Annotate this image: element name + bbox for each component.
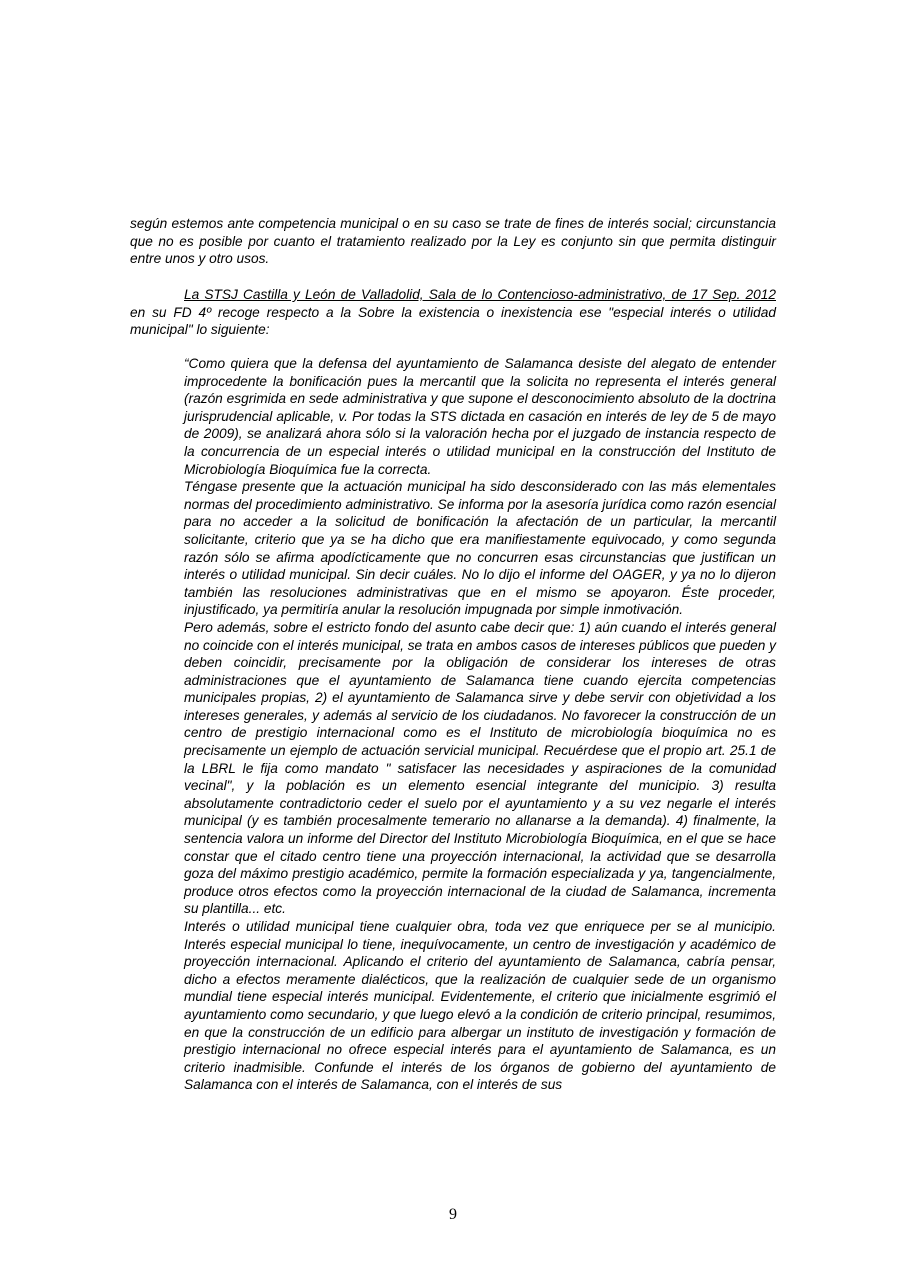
body-paragraph-2 [130, 286, 776, 339]
page-number: 9 [449, 1206, 457, 1223]
body-paragraph-1: según estemos ante competencia municipal o en su caso se trate de fines de interés social; circunstancia que no es posible por cuanto el tratamiento realizado por la Ley es conjunto sin que permita distinguir entre unos y otro usos. [130, 216, 776, 267]
quote-paragraph-3: Pero además, sobre el estricto fondo del asunto cabe decir que: 1) aún cuando el interés general no coincide con el interés municipal, se trata en ambos casos de intereses públicos que pueden y deben coincidir, precisamente por la obligación de considerar los intereses de otras administraciones que el ayuntamiento de Salamanca tiene cuando ejercita competencias municipales propias, 2) el ayuntamiento de Salamanca sirve y debe servir con objetividad a los intereses generales, y además al servicio de los ciudadanos. No favorecer la construcción de un centro de prestigio internacional como es el Instituto de microbiología bioquímica no es precisamente un ejemplo de actuación servicial municipal. Recuérdese que el propio art. 25.1 de la LBRL le fija como mandato " satisfacer las necesidades y aspiraciones de la comunidad vecinal", y la población es un elemento esencial integrante del municipio. 3) resulta absolutamente contradictorio ceder el suelo por el ayuntamiento y a su vez negarle el interés municipal (y es también procesalmente temerario no allanarse a la demanda). 4) finalmente, la sentencia valora un informe del Director del Instituto Microbiología Bioquímica, en el que se hace constar que el citado centro tiene una proyección internacional, la actividad que se desarrolla goza del máximo prestigio académico, permite la formación especializada y ya, tangencialmente, produce otros efectos como la proyección internacional de la ciudad de Salamanca, incrementa su plantilla... etc. [184, 619, 776, 917]
citation-context: en su FD 4º recoge respecto a la Sobre la existencia o inexistencia ese "especial interés o utilidad municipal" lo siguiente: [130, 304, 776, 338]
court-citation: La STSJ Castilla y León de Valladolid, Sala de lo Contencioso-administrativo, de 17 Sep. 2012 [184, 287, 776, 302]
quote-paragraph-2: Téngase presente que la actuación municipal ha sido desconsiderado con las más elementales normas del procedimiento administrativo. Se informa por la asesoría jurídica como razón esencial para no acceder a la solicitud de bonificación la afectación de un particular, la mercantil solicitante, criterio que ya se ha dicho que era manifiestamente equivocado, y como segunda razón sólo se afirma apodícticamente que no concurren esas circunstancias que justifican un interés o utilidad municipal. Sin decir cuáles. No lo dijo el informe del OAGER, y ya no lo dijeron también las resoluciones administrativas que en el mismo se apoyaron. Éste proceder, injustificado, ya permitiría anular la resolución impugnada por simple inmotivación. [184, 479, 776, 618]
quote-paragraph-4: Interés o utilidad municipal tiene cualquier obra, toda vez que enriquece per se al municipio. Interés especial municipal lo tiene, inequívocamente, un centro de investigación y académico de proyección internacional. Aplicando el criterio del ayuntamiento de Salamanca, cabría pensar, dicho a efectos meramente dialécticos, que la realización de cualquier sede de un organismo mundial tiene especial interés municipal. Evidentemente, el criterio que inicialmente esgrimió el ayuntamiento como secundario, y que luego elevó a la condición de criterio principal, resumimos, en que la construcción de un edificio para albergar un instituto de investigación y formación de prestigio internacional no ofrece especial interés para el ayuntamiento de Salamanca, es un criterio inadmisible. Confunde el interés de los órganos de gobierno del ayuntamiento de Salamanca con el interés de Salamanca, con el interés de sus [184, 919, 776, 1093]
quoted-judgment [184, 355, 776, 1094]
quote-paragraph-1: “Como quiera que la defensa del ayuntamiento de Salamanca desiste del alegato de entender improcedente la bonificación pues la mercantil que la solicita no representa el interés general (razón esgrimida en sede administrativa y que supone el desconocimiento absoluto de la doctrina jurisprudencial aplicable, v. Por todas la STS dictada en casación en interés de ley de 5 de mayo de 2009), se analizará ahora sólo si la valoración hecha por el juzgado de instancia respecto de la concurrencia de un especial interés o utilidad municipal en la construcción del Instituto de Microbiología Bioquímica fue la correcta. [184, 356, 776, 477]
